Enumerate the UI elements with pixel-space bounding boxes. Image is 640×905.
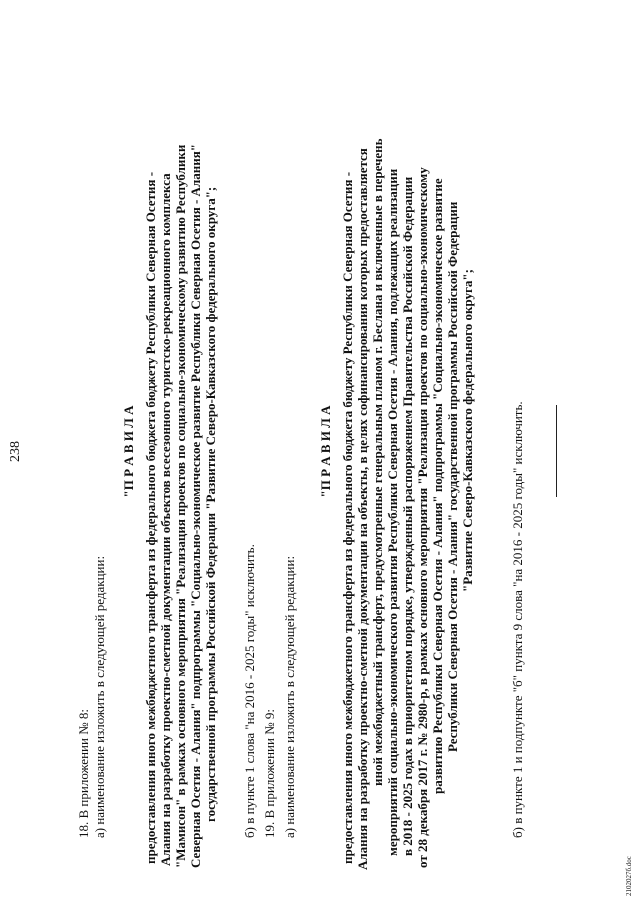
item-19-body-line: от 28 декабря 2017 г. № 2980-р, в рамках основного мероприятия "Реализация проектов по социально-экономическому (415, 167, 430, 868)
item-19-header: 19. В приложении № 9: (262, 709, 277, 838)
page-number: 238 (8, 441, 23, 462)
item-19-body-line: предоставления иного межбюджетного трансферта из федерального бюджета бюджету Республики Северная Осетия - (340, 171, 355, 864)
item-19-body-line: "Развитие Северо-Кавказского федерального округа"; (460, 269, 475, 592)
item-18-body-line: "Мамисон" в рамках основного мероприятия "Реализация проектов по социально-экономическому развитию Республики (173, 144, 188, 868)
item-18-body-line: Северная Осетия - Алания" подпрограммы "Социально-экономическое развитие Республики Северная Осетия - Алания" (188, 144, 203, 868)
item-19-body-line: Алания на разработку проектно-сметной документации на объекты, в целях софинансирования которых предоставляется (355, 148, 370, 870)
item-19-body-line: иной межбюджетный трансферт, предусмотренные генеральным планом г. Беслана и включенные в перечень (370, 138, 385, 786)
item-18-title: "П Р А В И Л А (121, 405, 136, 498)
footer-code: 2102027б.doc (625, 856, 633, 896)
item-19-body-line: Республики Северная Осетия - Алания" государственной программы Российской Федерации (445, 201, 460, 752)
separator-line (556, 405, 557, 497)
item-18-header: 18. В приложении № 8: (76, 709, 91, 838)
item-18-body-line: предоставления иного межбюджетного трансферта из федерального бюджета бюджету Республики Северная Осетия - (143, 171, 158, 864)
item-19-body-line: развитию Республики Северная Осетия - Алания" подпрограммы "Социально-экономическое развитие (430, 178, 445, 794)
item-19-body-line: в 2018 - 2025 годах в приоритетном порядке, утвержденный распоряжением Правительства Российской Федерации (400, 176, 415, 856)
item-18-body-line: государственной программы Российской Федерации "Развитие Северо-Кавказского федерального округа"; (203, 186, 218, 822)
item-19-title: "П Р А В И Л А (318, 405, 333, 498)
item-18-sub-b: б) в пункте 1 слова "на 2016 - 2025 годы" исключить. (242, 544, 257, 838)
item-18-sub-a: а) наименование изложить в следующей редакции: (92, 555, 107, 838)
item-18-body-line: Алания на разработку проектно-сметной документации объектов всесезонного туристско-рекреационного комплекса (158, 173, 173, 866)
item-19-sub-a: а) наименование изложить в следующей редакции: (282, 555, 297, 838)
item-19-sub-b: б) в пункте 1 и подпункте "б" пункта 9 слова "на 2016 - 2025 годы" исключить. (510, 401, 525, 838)
item-19-body-line: мероприятий социально-экономического развития Республики Северная Осетия - Алания, подлежащих реализации (385, 168, 400, 856)
